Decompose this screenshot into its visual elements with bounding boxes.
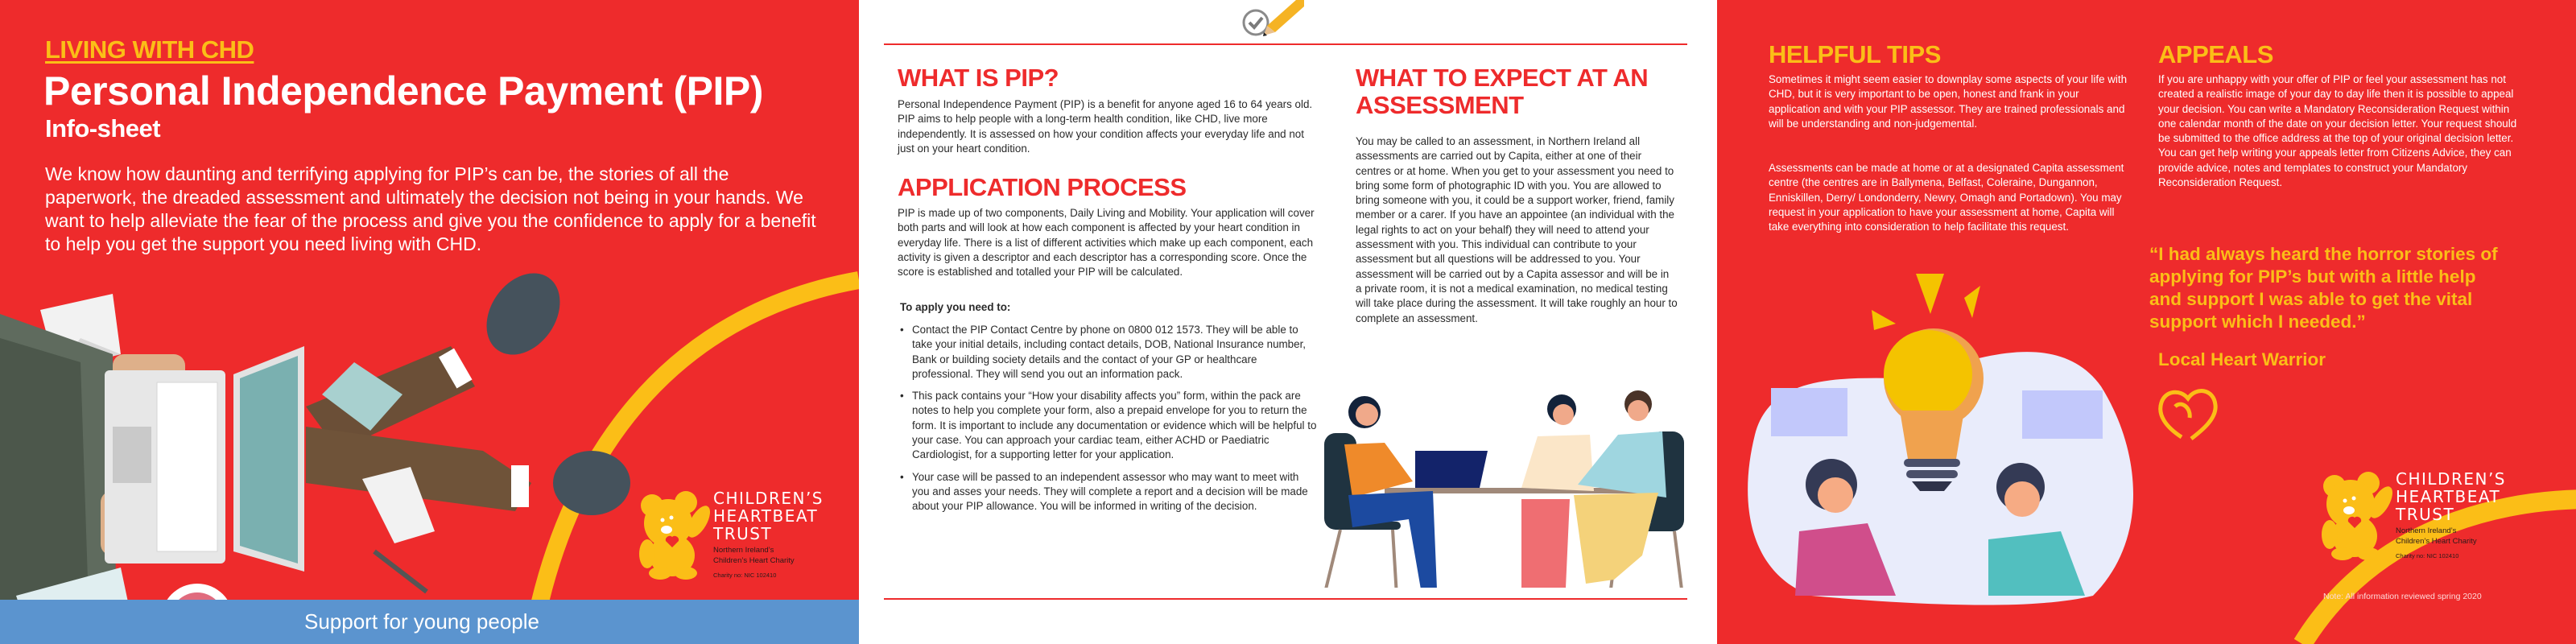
list-item: • Your case will be passed to an independent assessor who may want to meet with you and asses your needs. They will complete a report and a decision will be made about your PIP allowance. You will be informed in writing of the decision. [900,470,1319,514]
list-item: • This pack contains your “How your disability affects you” form, within the pack are notes to help you complete your form, also a prepaid envelope for you to return the form. It is important to include any documentation or evidence which will be helpful to your case. You can approach your cardiac team, either ACHD or Paediatric Cardiologist, for a supporting letter for your application. [900,389,1319,462]
logo-line-1: CHILDREN’S [713,489,824,508]
appeals-body: If you are unhappy with your offer of PIP or feel your assessment has not created a realistic image of your day to day life then it is possible to appeal your decision. You can write a Mandatory Reconsideration Request within one calendar month of the date on your decision letter. Your request should be submitted to the office address at the top of your original decision letter. You can get help writing your appeals letter from Citizens Advice, they can provide advice, notes and templates to construct your Mandatory Reconsideration Request. [2158,73,2517,189]
top-divider [884,43,1687,45]
logo-tagline [713,545,795,566]
intro-paragraph: We know how daunting and terrifying applying for PIP’s can be, the stories of all the paperwork, the dreaded assessment and ultimately the decision not being in your hands. We want to help alleviate the fear of the process and give you the confidence to apply for a benefit to help you get the support you need living with CHD. [45,163,816,254]
what-to-expect-heading: WHAT TO EXPECT AT AN ASSESSMENT [1356,64,1649,119]
charity-number: Charity no: NIC 102410 [713,572,777,579]
helpful-tips-paragraph-2: Assessments can be made at home or at a designated Capita assessment centre (the centres are in Ballymena, Belfast, Coleraine, Dungannon, Enniskillen, Derry/ Londonderry, Newry, Omagh and Portadown). You may request in your application to have your assessment at home, Capita will take everything into consideration to help facilitate this request. [1769,162,2124,233]
apply-steps-heading: To apply you need to: [900,301,1011,313]
logo-tagline-1: Northern Ireland’s [2396,526,2457,535]
appeals-heading: APPEALS [2158,40,2273,68]
logo-tagline [2396,526,2477,547]
review-note: Note: All information reviewed spring 2020 [2323,592,2482,601]
logo-line-2: HEARTBEAT [713,506,819,526]
application-process-body: PIP is made up of two components, Daily Living and Mobility. Your application will cover both parts and will look at how each component is affected by your heart condition in everyday life. There is a list of different activities which make up each component, each activity is given a descriptor and each descriptor has a corresponding score. Once the score is established and totalled your PIP will be calculated. [898,207,1315,279]
page-subtitle: Info-sheet [45,114,161,142]
charity-number: Charity no: NIC 102410 [2396,552,2459,559]
pencil-check-icon [1240,0,1304,39]
helpful-tips-paragraph-1: Sometimes it might seem easier to downplay some aspects of your life with CHD, but it is very important to be open, honest and frank in your application and with your PIP assessor. They are trained professionals and will be understanding and non-judgemental. [1769,73,2128,130]
logo-line-1: CHILDREN’S [2396,469,2506,489]
what-is-pip-body: Personal Independence Payment (PIP) is a benefit for anyone aged 16 to 64 years old. PIP aims to help people with a long-term health condition, like CHD, live more independently. It is assessed on how your condition affects your everyday life and not just on your heart condition. [898,98,1313,155]
application-process-heading: APPLICATION PROCESS [898,173,1187,201]
helpful-tips-heading: HELPFUL TIPS [1769,40,1941,68]
logo-tagline-2: Children’s Heart Charity [2396,537,2477,546]
assessment-meeting-illustration [1320,378,1690,588]
cover-panel [0,0,859,644]
charity-logo [636,483,829,588]
logo-line-2: HEARTBEAT [2396,487,2501,506]
apply-steps-list [900,323,1319,522]
logo-tagline-1: Northern Ireland’s [713,546,774,555]
lightbulb-idea-illustration [1723,274,2174,620]
testimonial-quote: “I had always heard the horror stories of applying for PIP’s but with a little help and support I was able to get the vital support which I needed.” [2149,244,2498,332]
kicker-living-with-chd: LIVING WITH CHD [45,35,254,64]
logo-line-3: TRUST [2396,505,2455,524]
teddy-bear-logo-icon [2318,472,2395,560]
logo-tagline-2: Children’s Heart Charity [713,556,795,565]
testimonial-author: Local Heart Warrior [2158,349,2326,369]
page-title: Personal Independence Payment (PIP) [43,68,763,114]
support-label: Support for young people [304,609,539,634]
what-is-pip-heading: WHAT IS PIP? [898,64,1059,92]
bottom-divider [884,598,1687,600]
teddy-bear-logo-icon [636,491,712,580]
logo-brand-name [2396,470,2506,523]
what-to-expect-body: You may be called to an assessment, in Northern Ireland all assessments are carried out by Capita, either at one of their centres or at home. When you get to your assessment you need to bring some form of photographic ID with you. You are allowed to bring someone with you, it could be a support worker, friend, family member or a carer. If you have an appointee (an individual with the legal rights to act on your behalf) they will need to attend your assessment with you. This individual can contribute to your assessment but all questions will be addressed to you. Your assessment will be carried out by a Capita assessor and will be in a private room, it is not a medical examination, no medical testing will take place during the assessment. It will take roughly an hour to complete an assessment. [1356,135,1678,324]
charity-logo [2318,464,2512,568]
heart-outline-icon [2157,382,2222,443]
logo-brand-name [713,489,824,543]
logo-line-3: TRUST [713,524,773,543]
list-item: • Contact the PIP Contact Centre by phone on 0800 012 1573. They will be able to take your initial details, including contact details, DOB, National Insurance number, Bank or building society details and the contact of your GP or healthcare professional. They will send you out an information pack. [900,323,1319,382]
